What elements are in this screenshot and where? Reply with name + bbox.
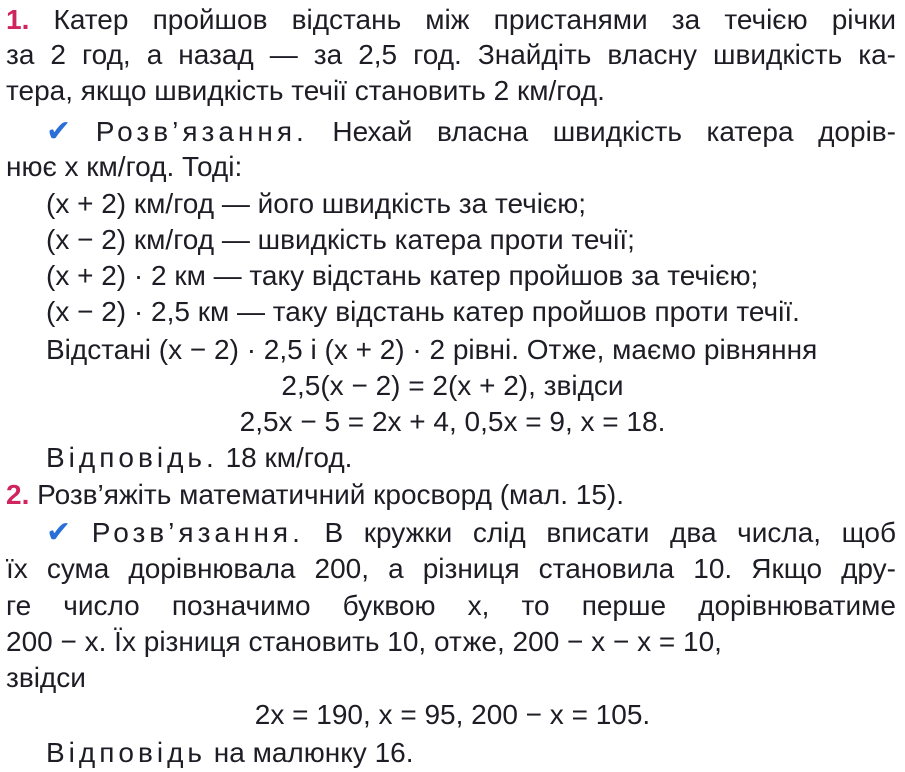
problem2-text-3: ге число позначимо буквою x, то перше дорівнюватиме — [6, 590, 896, 621]
problem1-answer-line — [46, 440, 905, 476]
answer-value: 18 км/год. — [225, 442, 353, 473]
problem1-line-1 — [6, 2, 896, 38]
equal-statement: Відстані (x − 2) · 2,5 і (x + 2) · 2 рівні. Отже, маємо рівняння — [46, 334, 818, 365]
problem2-statement: Розв’яжіть математичний кросворд (мал. 15). — [37, 479, 625, 510]
problem2-result: 2x = 190, x = 95, 200 − x = 105. — [254, 699, 651, 730]
problem2-result-line — [0, 697, 905, 733]
problem1-number: 1. — [6, 4, 30, 35]
problem2-line-4 — [6, 624, 905, 660]
steps-line — [0, 404, 905, 440]
problem2-line-1 — [6, 477, 905, 513]
checkmark-icon: ✔ — [46, 115, 72, 148]
fact-line-4 — [46, 294, 905, 330]
solution-intro-1: Нехай власна швидкість катера дорів- — [332, 116, 896, 147]
solution-label: Розв’язання. — [91, 517, 304, 548]
fact-line-3 — [46, 258, 905, 294]
problem1-statement-1: Катер пройшов відстань між пристанями за течією річки — [53, 4, 896, 35]
fact-2: (x − 2) км/год — швидкість катера проти течії; — [46, 224, 635, 255]
problem2-line-5 — [6, 660, 905, 696]
fact-line-1 — [46, 186, 905, 222]
problem2-text-5: звідси — [6, 662, 86, 693]
fact-4: (x − 2) · 2,5 км — таку відстань катер пройшов проти течії. — [46, 296, 800, 327]
answer-label: Відповідь — [46, 737, 206, 768]
problem1-solution-line-2 — [6, 149, 905, 185]
problem2-line-3 — [6, 588, 896, 624]
problem2-answer-line — [46, 735, 905, 771]
fact-line-2 — [46, 222, 905, 258]
problem2-text-1: В кружки слід вписати два числа, щоб — [324, 517, 896, 548]
solution-label: Розв’язання. — [95, 116, 308, 147]
problem2-line-2 — [6, 551, 896, 587]
fact-1: (x + 2) км/год — його швидкість за течією; — [46, 188, 586, 219]
equation-line — [0, 368, 905, 404]
problem2-text-2: їх сума дорівнювала 200, а різниця становила 10. Якщо дру- — [6, 553, 896, 584]
solution-intro-2: нює x км/год. Тоді: — [6, 151, 243, 182]
equal-line — [46, 332, 905, 368]
problem1-solution-line-1 — [46, 114, 896, 150]
checkmark-icon: ✔ — [46, 516, 72, 549]
equation-steps: 2,5x − 5 = 2x + 4, 0,5x = 9, x = 18. — [239, 406, 666, 437]
fact-3: (x + 2) · 2 км — таку відстань катер пройшов за течією; — [46, 260, 759, 291]
problem1-line-2 — [6, 37, 896, 73]
answer-label: Відповідь. — [46, 442, 218, 473]
problem2-solution-line-1 — [46, 515, 896, 551]
equation: 2,5(x − 2) = 2(x + 2), звідси — [281, 370, 624, 401]
problem2-text-4: 200 − x. Їх різниця становить 10, отже, 200 − x − x = 10, — [6, 626, 722, 657]
problem1-statement-3: тера, якщо швидкість течії становить 2 км/год. — [6, 75, 605, 106]
problem2-number: 2. — [6, 479, 30, 510]
problem1-line-3 — [6, 73, 905, 109]
problem1-statement-2: за 2 год, а назад — за 2,5 год. Знайдіть власну швидкість ка- — [6, 39, 896, 70]
answer-value: на малюнку 16. — [213, 737, 414, 768]
